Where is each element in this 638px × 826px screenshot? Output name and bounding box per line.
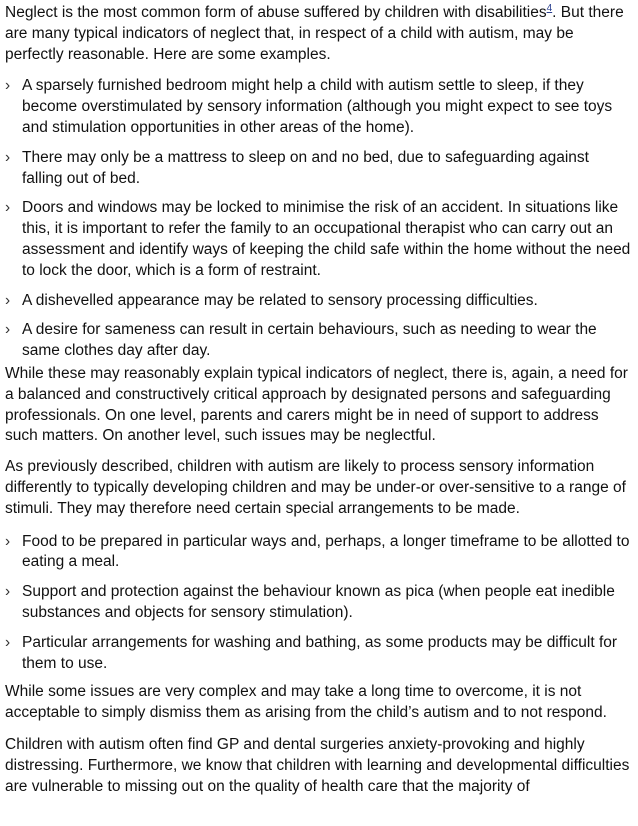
chevron-right-icon: › [5, 583, 11, 601]
body-paragraph: While some issues are very complex and may take a long time to overcome, it is not acceptable to simply dismiss them as arising from the child’s autism and to not respond. [5, 683, 607, 722]
body-paragraph: While these may reasonably explain typical indicators of neglect, there is, again, a need for a balanced and constructively critical approach by designated persons and safeguarding professionals. On one level, parents and carers might be in need of support to address such matters. On another level, such issues may be neglectful. [5, 364, 628, 445]
footnote-ref-link[interactable]: 4 [546, 2, 553, 14]
list-item [5, 532, 632, 574]
neglect-examples-list [5, 76, 632, 362]
list-item [5, 76, 632, 138]
list-item-text: Support and protection against the behaviour known as pica (when people eat inedible substances and objects for sensory stimulation). [22, 583, 615, 621]
intro-paragraph [5, 0, 632, 65]
arrangements-list [5, 532, 632, 675]
list-item [5, 582, 632, 624]
list-item [5, 320, 632, 362]
list-item [5, 291, 632, 312]
chevron-right-icon: › [5, 77, 11, 95]
chevron-right-icon: › [5, 633, 11, 651]
list-item-text: Food to be prepared in particular ways and, perhaps, a longer timeframe to be allotted to eating a meal. [22, 532, 630, 571]
body-paragraph: Children with autism often find GP and dental surgeries anxiety-provoking and highly distressing. Furthermore, we know that children with learning and developmental difficulties are vulnerable to missing out on the quality of health care that the majority of [5, 735, 630, 795]
list-item-text: A desire for sameness can result in certain behaviours, such as needing to wear the same clothes day after day. [22, 321, 597, 360]
list-item-text: There may only be a mattress to sleep on and no bed, due to safeguarding against falling out of bed. [22, 148, 589, 187]
body-paragraph: As previously described, children with autism are likely to process sensory information differently to typically developing children and may be under-or over-sensitive to a range of stimuli. They may therefore need certain special arrangements to be made. [5, 458, 626, 517]
chevron-right-icon: › [5, 291, 11, 309]
intro-text: Neglect is the most common form of abuse suffered by children with disabilities [5, 4, 547, 21]
chevron-right-icon: › [5, 321, 11, 339]
chevron-right-icon: › [5, 199, 11, 217]
chevron-right-icon: › [5, 532, 11, 550]
list-item [5, 148, 632, 190]
list-item [5, 198, 632, 281]
chevron-right-icon: › [5, 148, 11, 166]
list-item-text: Particular arrangements for washing and bathing, as some products may be difficult for them to use. [22, 633, 618, 672]
list-item-text: A sparsely furnished bedroom might help a child with autism settle to sleep, if they become overstimulated by sensory information (although you might expect to see toys and stimulation opportunities in other areas of the home). [22, 77, 613, 136]
list-item-text: A dishevelled appearance may be related to sensory processing difficulties. [22, 291, 538, 309]
list-item-text: Doors and windows may be locked to minimise the risk of an accident. In situations like this, it is important to refer the family to an occupational therapist who can carry out an assessment and identify ways of keeping the child safe within the home without the need to lock the door, which is a form of restraint. [22, 199, 631, 279]
list-item [5, 633, 632, 675]
intro-text-cont: . But there are many typical indicators of neglect that, in respect of a child with autism, may be perfectly reasonable. Here are some examples. [5, 4, 624, 63]
